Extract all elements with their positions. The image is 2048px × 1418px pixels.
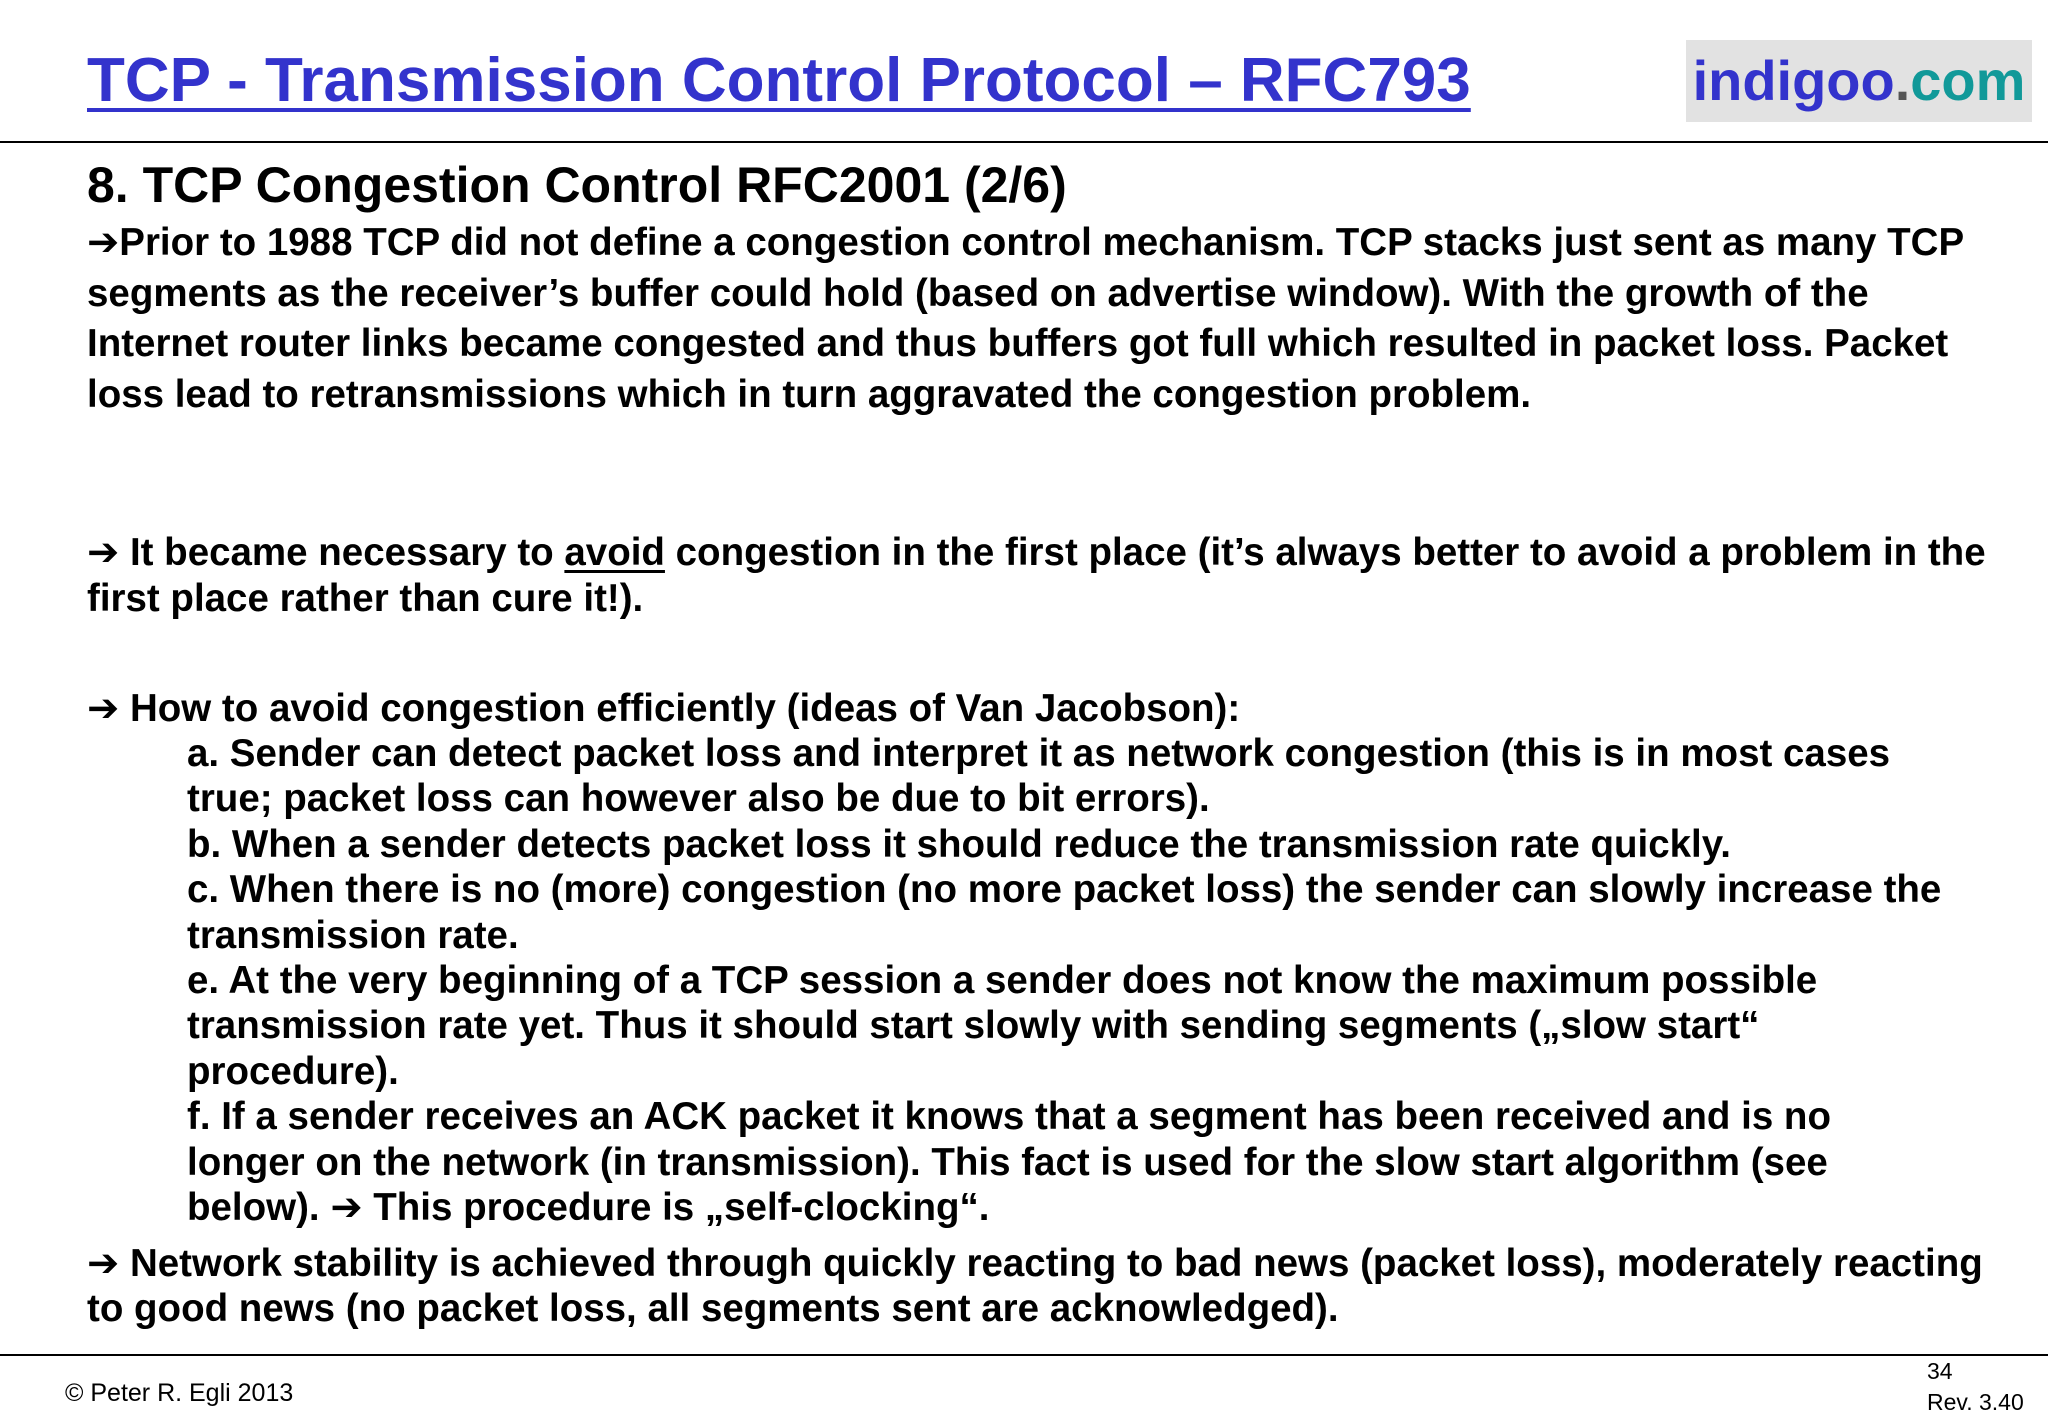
logo-text-com: com <box>1910 49 2026 112</box>
logo-text-indigoo: indigoo <box>1692 49 1895 112</box>
paragraph-network-stability <box>87 1241 2017 1331</box>
footer-divider <box>0 1354 2048 1356</box>
paragraph-history <box>87 218 2017 420</box>
logo-text-dot: . <box>1894 49 1911 112</box>
slide-title: TCP - Transmission Control Protocol – RFC793 <box>87 46 1471 115</box>
copyright-notice: © Peter R. Egli 2013 <box>65 1379 294 1407</box>
list-item-f-text-before: f. If a sender receives an ACK packet it knows that a segment has been received and is no longer on the network (in transmission). This fact is used for the slow start algorithm (see below). <box>187 1095 1831 1230</box>
revision-label: Rev. 3.40 <box>1927 1389 2024 1415</box>
list-item-a: a. Sender can detect packet loss and interpret it as network congestion (this is in most cases true; packet loss can however also be due to bit errors). <box>187 732 1891 821</box>
paragraph-how-to-avoid-text: How to avoid congestion efficiently (ideas of Van Jacobson): <box>119 687 1241 730</box>
jacobson-ideas-list <box>187 731 1947 1230</box>
list-item-c: c. When there is no (more) congestion (no more packet loss) the sender can slowly increase the transmission rate. <box>187 868 1942 957</box>
emphasized-word-avoid: avoid <box>564 531 665 574</box>
list-item-f-text-after: This procedure is „self-clocking“. <box>362 1186 990 1230</box>
section-title: 8. TCP Congestion Control RFC2001 (2/6) <box>87 157 1067 213</box>
header-divider <box>0 141 2048 143</box>
paragraph-network-stability-text: Network stability is achieved through quickly reacting to bad news (packet loss), moderately reacting to good news (no packet loss, all segments sent are acknowledged). <box>87 1242 1983 1330</box>
indigoo-logo <box>1686 40 2032 122</box>
arrow-icon: ➔ <box>87 687 120 730</box>
list-item-f <box>187 1094 1947 1230</box>
arrow-icon: ➔ <box>87 531 120 574</box>
paragraph-avoid <box>87 530 1987 622</box>
paragraph-avoid-text-before: It became necessary to <box>119 531 565 574</box>
list-item-e: e. At the very beginning of a TCP session a sender does not know the maximum possible transmission rate yet. Thus it should start slowly with sending segments („slow start“ procedure). <box>187 959 1818 1093</box>
paragraph-avoid-text-after: congestion in the first place (it’s always better to avoid a problem in the first place rather than cure it!). <box>87 531 1986 620</box>
arrow-icon: ➔ <box>87 1242 120 1285</box>
list-item-b: b. When a sender detects packet loss it should reduce the transmission rate quickly. <box>187 822 1732 866</box>
arrow-icon: ➔ <box>87 221 120 264</box>
page-number: 34 <box>1927 1358 1953 1384</box>
paragraph-how-to-avoid <box>87 686 1987 731</box>
paragraph-history-text: Prior to 1988 TCP did not define a congestion control mechanism. TCP stacks just sent as many TCP segments as the receiver’s buffer could hold (based on advertise window). With the growth of the Internet router links became congested and thus buffers got full which resulted in packet loss. Packet loss lead to retransmissions which in turn aggravated the congestion problem. <box>87 221 1964 416</box>
arrow-icon: ➔ <box>330 1186 363 1230</box>
